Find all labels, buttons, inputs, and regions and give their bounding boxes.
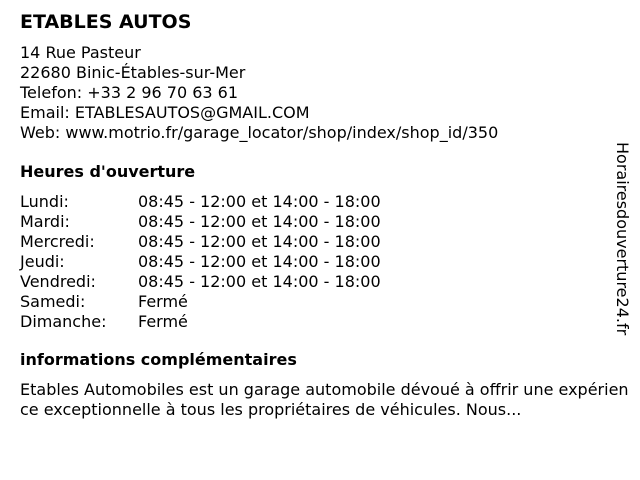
hours-row-mardi bbox=[20, 212, 620, 232]
day-hours: Fermé bbox=[138, 312, 188, 331]
hours-row-dimanche bbox=[20, 312, 620, 332]
day-hours: 08:45 - 12:00 et 14:00 - 18:00 bbox=[138, 212, 381, 231]
day-hours: 08:45 - 12:00 et 14:00 - 18:00 bbox=[138, 232, 381, 251]
phone-line: Telefon: +33 2 96 70 63 61 bbox=[20, 83, 239, 102]
day-label: Jeudi: bbox=[20, 252, 65, 271]
day-hours: Fermé bbox=[138, 292, 188, 311]
hours-row-lundi bbox=[20, 192, 620, 212]
website-line: Web: www.motrio.fr/garage_locator/shop/index/shop_id/350 bbox=[20, 123, 499, 142]
street-address: 14 Rue Pasteur bbox=[20, 43, 141, 62]
watermark-text: Horairesdouverture24.fr bbox=[613, 142, 632, 336]
day-hours: 08:45 - 12:00 et 14:00 - 18:00 bbox=[138, 252, 381, 271]
site-watermark bbox=[612, 134, 632, 344]
hours-row-samedi bbox=[20, 292, 620, 312]
additional-info-heading: informations complémentaires bbox=[20, 350, 297, 369]
business-name: ETABLES AUTOS bbox=[20, 11, 192, 33]
day-hours: 08:45 - 12:00 et 14:00 - 18:00 bbox=[138, 192, 381, 211]
hours-row-jeudi bbox=[20, 252, 620, 272]
email-line: Email: ETABLESAUTOS@GMAIL.COM bbox=[20, 103, 310, 122]
hours-row-vendredi bbox=[20, 272, 620, 292]
day-label: Mercredi: bbox=[20, 232, 95, 251]
day-label: Dimanche: bbox=[20, 312, 107, 331]
day-label: Lundi: bbox=[20, 192, 69, 211]
opening-hours-table bbox=[20, 192, 620, 332]
day-hours: 08:45 - 12:00 et 14:00 - 18:00 bbox=[138, 272, 381, 291]
day-label: Samedi: bbox=[20, 292, 86, 311]
opening-hours-heading: Heures d'ouverture bbox=[20, 162, 196, 181]
day-label: Vendredi: bbox=[20, 272, 96, 291]
day-label: Mardi: bbox=[20, 212, 70, 231]
hours-row-mercredi bbox=[20, 232, 620, 252]
business-description: Etables Automobiles est un garage automobile dévoué à offrir une expérience exceptionnelle à tous les propriétaires de véhicules. Nous... bbox=[20, 380, 629, 419]
city-address: 22680 Binic-Étables-sur-Mer bbox=[20, 63, 246, 82]
